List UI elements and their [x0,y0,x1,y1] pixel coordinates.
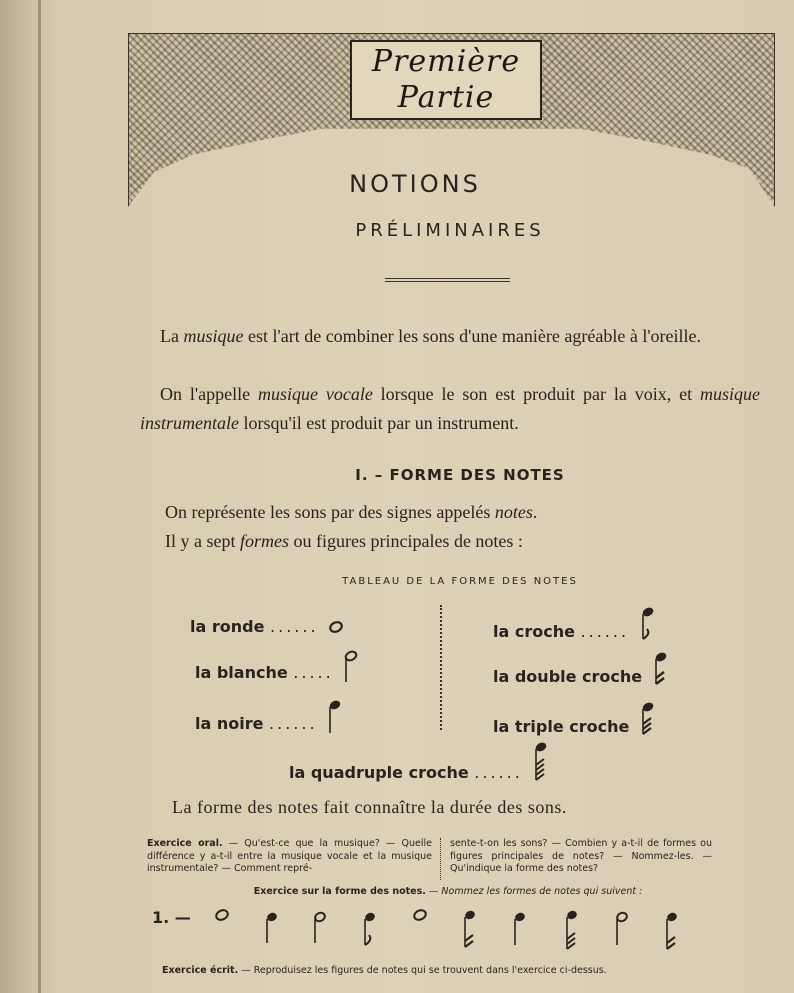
oral-exercise-text-left: — Qu'est-ce que la musique? — Quelle différence y a-t-il entre la musique vocale et la musique instrumentale? — Comment repré- [147,838,432,874]
banner-title-line1: Première [371,44,521,79]
section-title: I. – FORME DES NOTES [355,466,565,484]
note-row-croche [493,607,653,641]
banner-title [350,40,542,120]
exercise-sixteenth-note-icon [464,909,476,947]
note-label-croche: la croche [493,622,575,641]
note-dots: ...... [580,622,630,641]
written-exercise [162,965,702,976]
intro-p1-b: est l'art de combiner les sons d'une manière agréable à l'oreille. [243,326,702,346]
title-flourish [385,278,510,282]
note-exercise-instruction: — Nommez les formes de notes qui suivent : [425,886,643,897]
intro-p1-a: La [160,326,184,346]
section-line1-b: . [532,502,538,522]
intro-p2-a: On l'appelle [160,384,258,404]
note-dots: ..... [293,663,334,682]
oral-exercise-right: sente-t-on les sons? — Combien y a-t-il de formes ou figures principales de notes? — Nommez-les. — Qu'indique la forme des notes? [450,838,712,874]
exercise-divider [440,838,441,880]
exercise-sixteenth-note-icon [666,911,678,949]
exercise-number: 1. — [152,908,191,927]
note-label-triple-croche: la triple croche [493,717,630,736]
intro-p2-c: lorsqu'il est produit par un instrument. [239,413,519,433]
note-row-quadruple-croche [289,748,546,782]
note-exercise-title [228,886,668,897]
thirty-second-note-icon [639,702,653,736]
oral-exercise-left [147,838,432,876]
intro-p2-italic-2: musique instrumentale [140,384,760,433]
sixty-fourth-note-icon [532,748,546,782]
half-note-icon [343,648,357,682]
note-dots: ...... [270,617,319,636]
written-exercise-text: — Reproduisez les figures de notes qui se trouvent dans l'exercice ci-dessus. [238,965,607,976]
written-exercise-label: Exercice écrit. [162,965,239,976]
note-exercise-label: Exercice sur la forme des notes. [253,886,426,897]
intro-paragraph-1 [140,322,760,351]
exercise-quarter-note-icon [266,911,278,943]
closing-sentence: La forme des notes fait connaître la durée des sons. [172,797,567,817]
section-line1-italic: notes [494,502,533,522]
banner-title-line2: Partie [397,80,495,115]
exercise-half-note-icon [314,911,326,943]
note-row-noire [195,699,341,733]
note-dots: ...... [269,714,318,733]
note-row-blanche [195,648,357,682]
exercise-whole-note-icon [215,908,230,921]
note-label-blanche: la blanche [195,663,288,682]
section-line2-italic: formes [239,531,289,551]
oral-exercise-label: Exercice oral. [147,838,223,849]
intro-paragraph-2 [140,380,760,438]
exercise-half-note-icon [616,911,628,945]
exercise-thirty-second-note-icon [566,909,578,949]
table-divider [440,605,442,730]
section-line-2 [165,527,765,556]
exercise-note-sequence [210,905,690,955]
note-row-ronde [190,602,342,636]
note-dots: ...... [474,763,523,782]
eighth-note-icon [639,607,653,641]
note-row-triple-croche [493,702,653,736]
section-line-1 [165,498,765,527]
note-row-double-croche [493,652,666,686]
page-gutter [38,0,41,993]
exercise-whole-note-icon [413,908,428,921]
intro-p1-italic: musique [183,326,244,346]
exercise-quarter-note-icon [514,911,526,945]
section-line2-b: ou figures principales de notes : [288,531,523,551]
note-label-ronde: la ronde [190,617,265,636]
intro-p2-b: lorsque le son est produit par la voix, et [372,384,700,404]
whole-note-icon [328,602,342,636]
note-label-noire: la noire [195,714,264,733]
page-title: NOTIONS [349,170,481,198]
note-label-double-croche: la double croche [493,667,643,686]
section-line2-a: Il y a sept [165,531,240,551]
quarter-note-icon [327,699,341,733]
exercise-eighth-note-icon [364,911,376,945]
note-label-quadruple-croche: la quadruple croche [289,763,469,782]
table-caption: TABLEAU DE LA FORME DES NOTES [342,576,578,587]
intro-p2-italic-1: musique vocale [257,384,373,404]
sixteenth-note-icon [652,652,666,686]
section-line1-a: On représente les sons par des signes appelés [165,502,495,522]
page-subtitle: PRÉLIMINAIRES [355,220,545,241]
